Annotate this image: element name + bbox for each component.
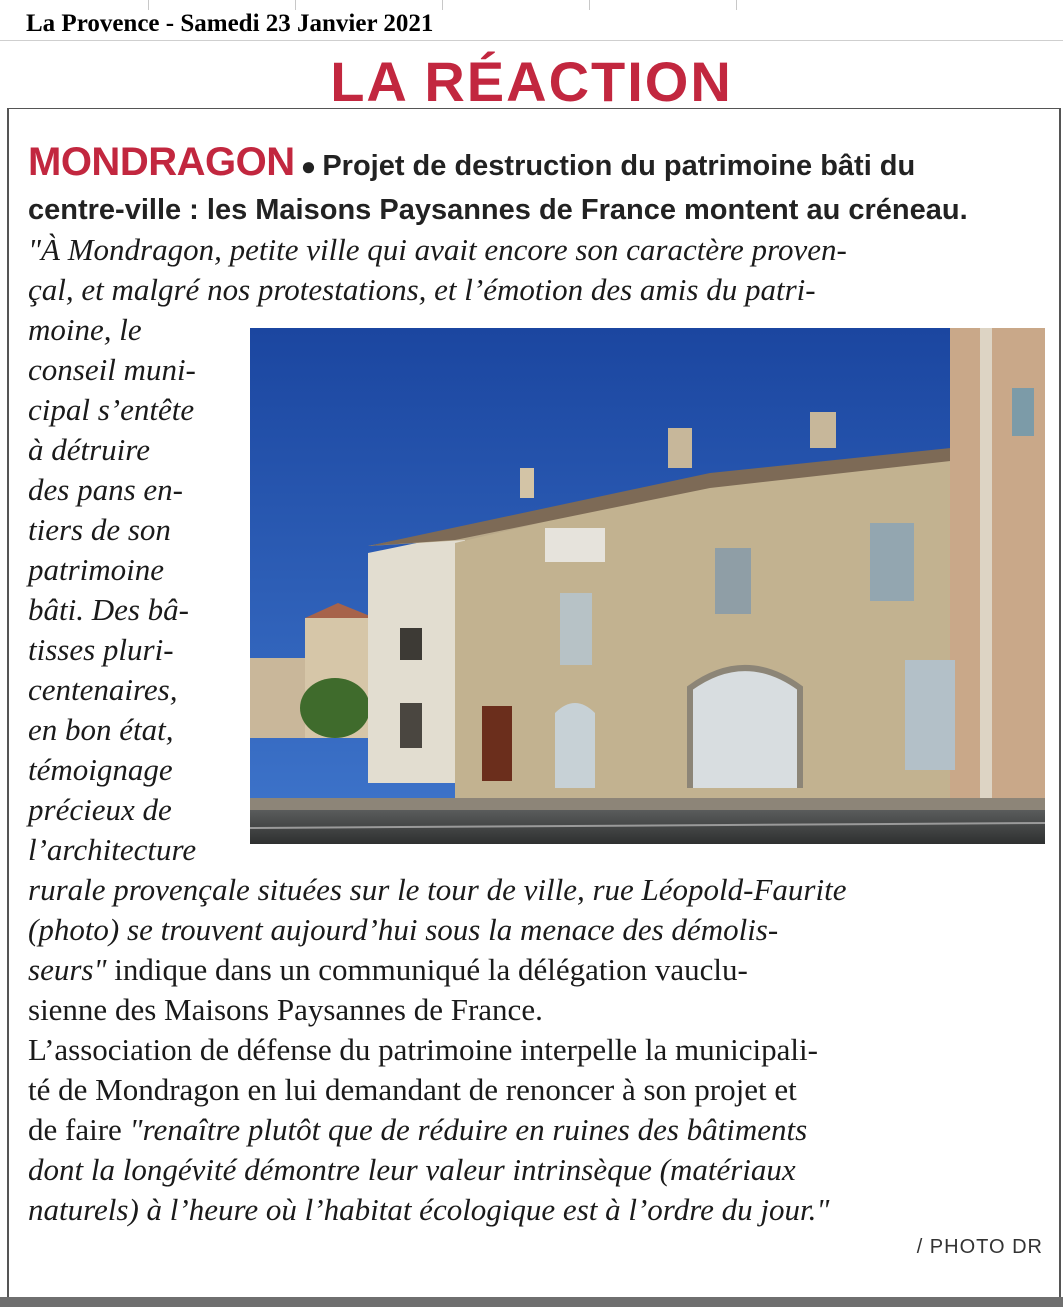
bullet-icon: ● xyxy=(300,151,317,181)
rule-tick xyxy=(736,0,737,10)
column-line: des pans en- xyxy=(28,472,183,507)
quote-line: dont la longévité démontre leur valeur intrinsèque (matériaux xyxy=(28,1152,796,1187)
quote-line: naturels) à l’heure où l’habitat écologique est à l’ordre du jour." xyxy=(28,1192,830,1227)
column-line: témoignage xyxy=(28,752,173,787)
body-line xyxy=(28,1110,807,1150)
body-text: indique dans un communiqué la délégation vauclu- xyxy=(106,952,748,987)
column-line: à détruire xyxy=(28,432,150,467)
newspaper-source-date: La Provence - Samedi 23 Janvier 2021 xyxy=(26,10,434,37)
photo-credit: / PHOTO DR xyxy=(916,1236,1043,1258)
column-line: conseil muni- xyxy=(28,352,196,387)
rule-tick xyxy=(295,0,296,10)
quote-line: "À Mondragon, petite ville qui avait encore son caractère proven- xyxy=(28,232,847,267)
section-title: LA RÉACTION xyxy=(330,50,733,113)
page-bottom-band xyxy=(0,1297,1063,1307)
body-line: L’association de défense du patrimoine interpelle la municipali- xyxy=(28,1032,818,1067)
article-photo xyxy=(250,328,1045,844)
body-line: sienne des Maisons Paysannes de France. xyxy=(28,992,543,1027)
column-line: l’architecture xyxy=(28,832,197,867)
rule-tick xyxy=(589,0,590,10)
rule-tick xyxy=(442,0,443,10)
column-line: moine, le xyxy=(28,312,142,347)
body-text: de faire xyxy=(28,1112,130,1147)
headline-place: MONDRAGON xyxy=(28,140,295,184)
headline-line-1: Projet de destruction du patrimoine bâti du xyxy=(322,150,916,182)
column-line: bâti. Des bâ- xyxy=(28,592,190,627)
headline-line-2: centre-ville : les Maisons Paysannes de France montent au créneau. xyxy=(28,194,968,226)
headline xyxy=(28,140,1048,232)
column-line: précieux de xyxy=(28,792,172,827)
quote-end: seurs" xyxy=(28,952,107,987)
column-line: tiers de son xyxy=(28,512,171,547)
body-line: té de Mondragon en lui demandant de renoncer à son projet et xyxy=(28,1072,797,1107)
column-line: centenaires, xyxy=(28,672,178,707)
column-line: patrimoine xyxy=(28,552,165,587)
wide-line: (photo) se trouvent aujourd’hui sous la menace des démolis- xyxy=(28,912,779,947)
rule-tick xyxy=(148,0,149,10)
column-line: tisses pluri- xyxy=(28,632,174,667)
column-line: en bon état, xyxy=(28,712,174,747)
quote-line: çal, et malgré nos protestations, et l’émotion des amis du patri- xyxy=(28,272,816,307)
column-line: cipal s’entête xyxy=(28,392,195,427)
wide-line: rurale provençale situées sur le tour de ville, rue Léopold-Faurite xyxy=(28,872,847,907)
quote-start: "renaître plutôt que de réduire en ruines des bâtiments xyxy=(129,1112,808,1147)
body-line xyxy=(28,950,748,990)
photo-houses-street xyxy=(250,328,1045,844)
